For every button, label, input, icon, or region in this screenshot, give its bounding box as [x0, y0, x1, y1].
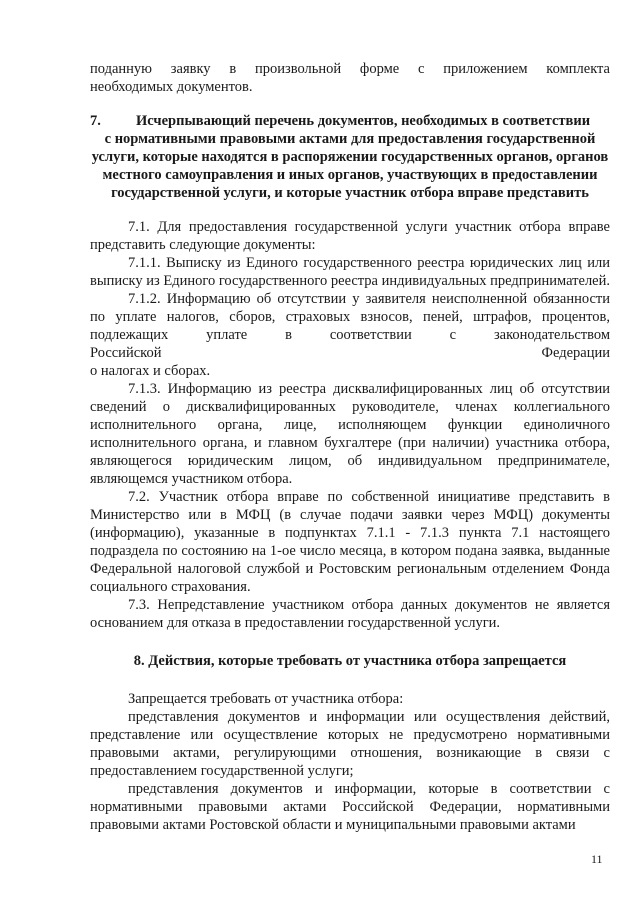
paragraph-8-b: представления документов и информации, которые в соответствии с нормативными правовыми актами Российской Федерации, нормативными правовыми актами Ростовской области и муниципальными правовыми актами — [90, 781, 610, 833]
paragraph-7-1-2-federation-line — [90, 344, 610, 362]
paragraph-7-1-3: 7.1.3. Информацию из реестра дисквалифицированных лиц об отсутствии сведений о дисквалифицированных руководителе, членах коллегиального исполнительного органа, лице, исполняющем функции единоличного исполнительного органа, и главном бухгалтере (при наличии) участника отбора, являющегося юридическим лицом, об индивидуальном предпринимателе, являющемся участником отбора. — [90, 381, 610, 487]
word-russian: Российской — [90, 345, 162, 361]
section-7-number: 7. — [90, 113, 101, 129]
paragraph-8-a: представления документов и информации или осуществления действий, представление или осуществление которых не предусмотрено нормативными правовыми актами, регулирующими отношения, возникающие в связи с предоставлением государственной услуги; — [90, 709, 610, 779]
document-page — [90, 60, 610, 834]
paragraph-7-2: 7.2. Участник отбора вправе по собственной инициативе представить в Министерство или в МФЦ (в случае подачи заявки через МФЦ) документы (информацию), указанные в подпунктах 7.1.1 - 7.1.3 пункта 7.1 настоящего подраздела по состоянию на 1-ое число месяца, в котором подана заявка, выданные Федеральной налоговой службой и Ростовским региональным отделением Фонда социального страхования. — [90, 489, 610, 595]
section-7-title-line1: Исчерпывающий перечень документов, необходимых в соответствии — [136, 113, 591, 129]
section-8-title: 8. Действия, которые требовать от участника отбора запрещается — [133, 653, 567, 669]
section-7-title — [90, 112, 610, 202]
paragraph-7-1-1: 7.1.1. Выписку из Единого государственного реестра юридических лиц или выписку из Единого государственного реестра индивидуальных предпринимателей. — [90, 255, 610, 289]
page-number: 11 — [591, 852, 603, 866]
paragraph-7-1-2-end: о налогах и сборах. — [90, 363, 211, 379]
section-7-title-rest: с нормативными правовыми актами для предоставления государственной услуги, которые находятся в распоряжении государственных органов, органов местного самоуправления и иных органов, участвующих в предоставлении государственной услуги, и которые участник отбора вправе представить — [91, 131, 609, 201]
paragraph-7-1: 7.1. Для предоставления государственной услуги участник отбора вправе представить следующие документы: — [90, 219, 610, 253]
word-federation: Федерации — [541, 345, 610, 361]
intro-line-2: необходимых документов. — [90, 79, 253, 95]
intro-line-1: поданную заявку в произвольной форме с приложением комплекта — [90, 61, 610, 77]
paragraph-7-3: 7.3. Непредставление участником отбора данных документов не является основанием для отказа в предоставлении государственной услуги. — [90, 597, 610, 631]
paragraph-7-1-2: 7.1.2. Информацию об отсутствии у заявителя неисполненной обязанности по уплате налогов, сборов, страховых взносов, пеней, штрафов, процентов, подлежащих уплате в соответствии с законодательством — [90, 291, 610, 343]
paragraph-8-intro: Запрещается требовать от участника отбора: — [128, 691, 404, 707]
